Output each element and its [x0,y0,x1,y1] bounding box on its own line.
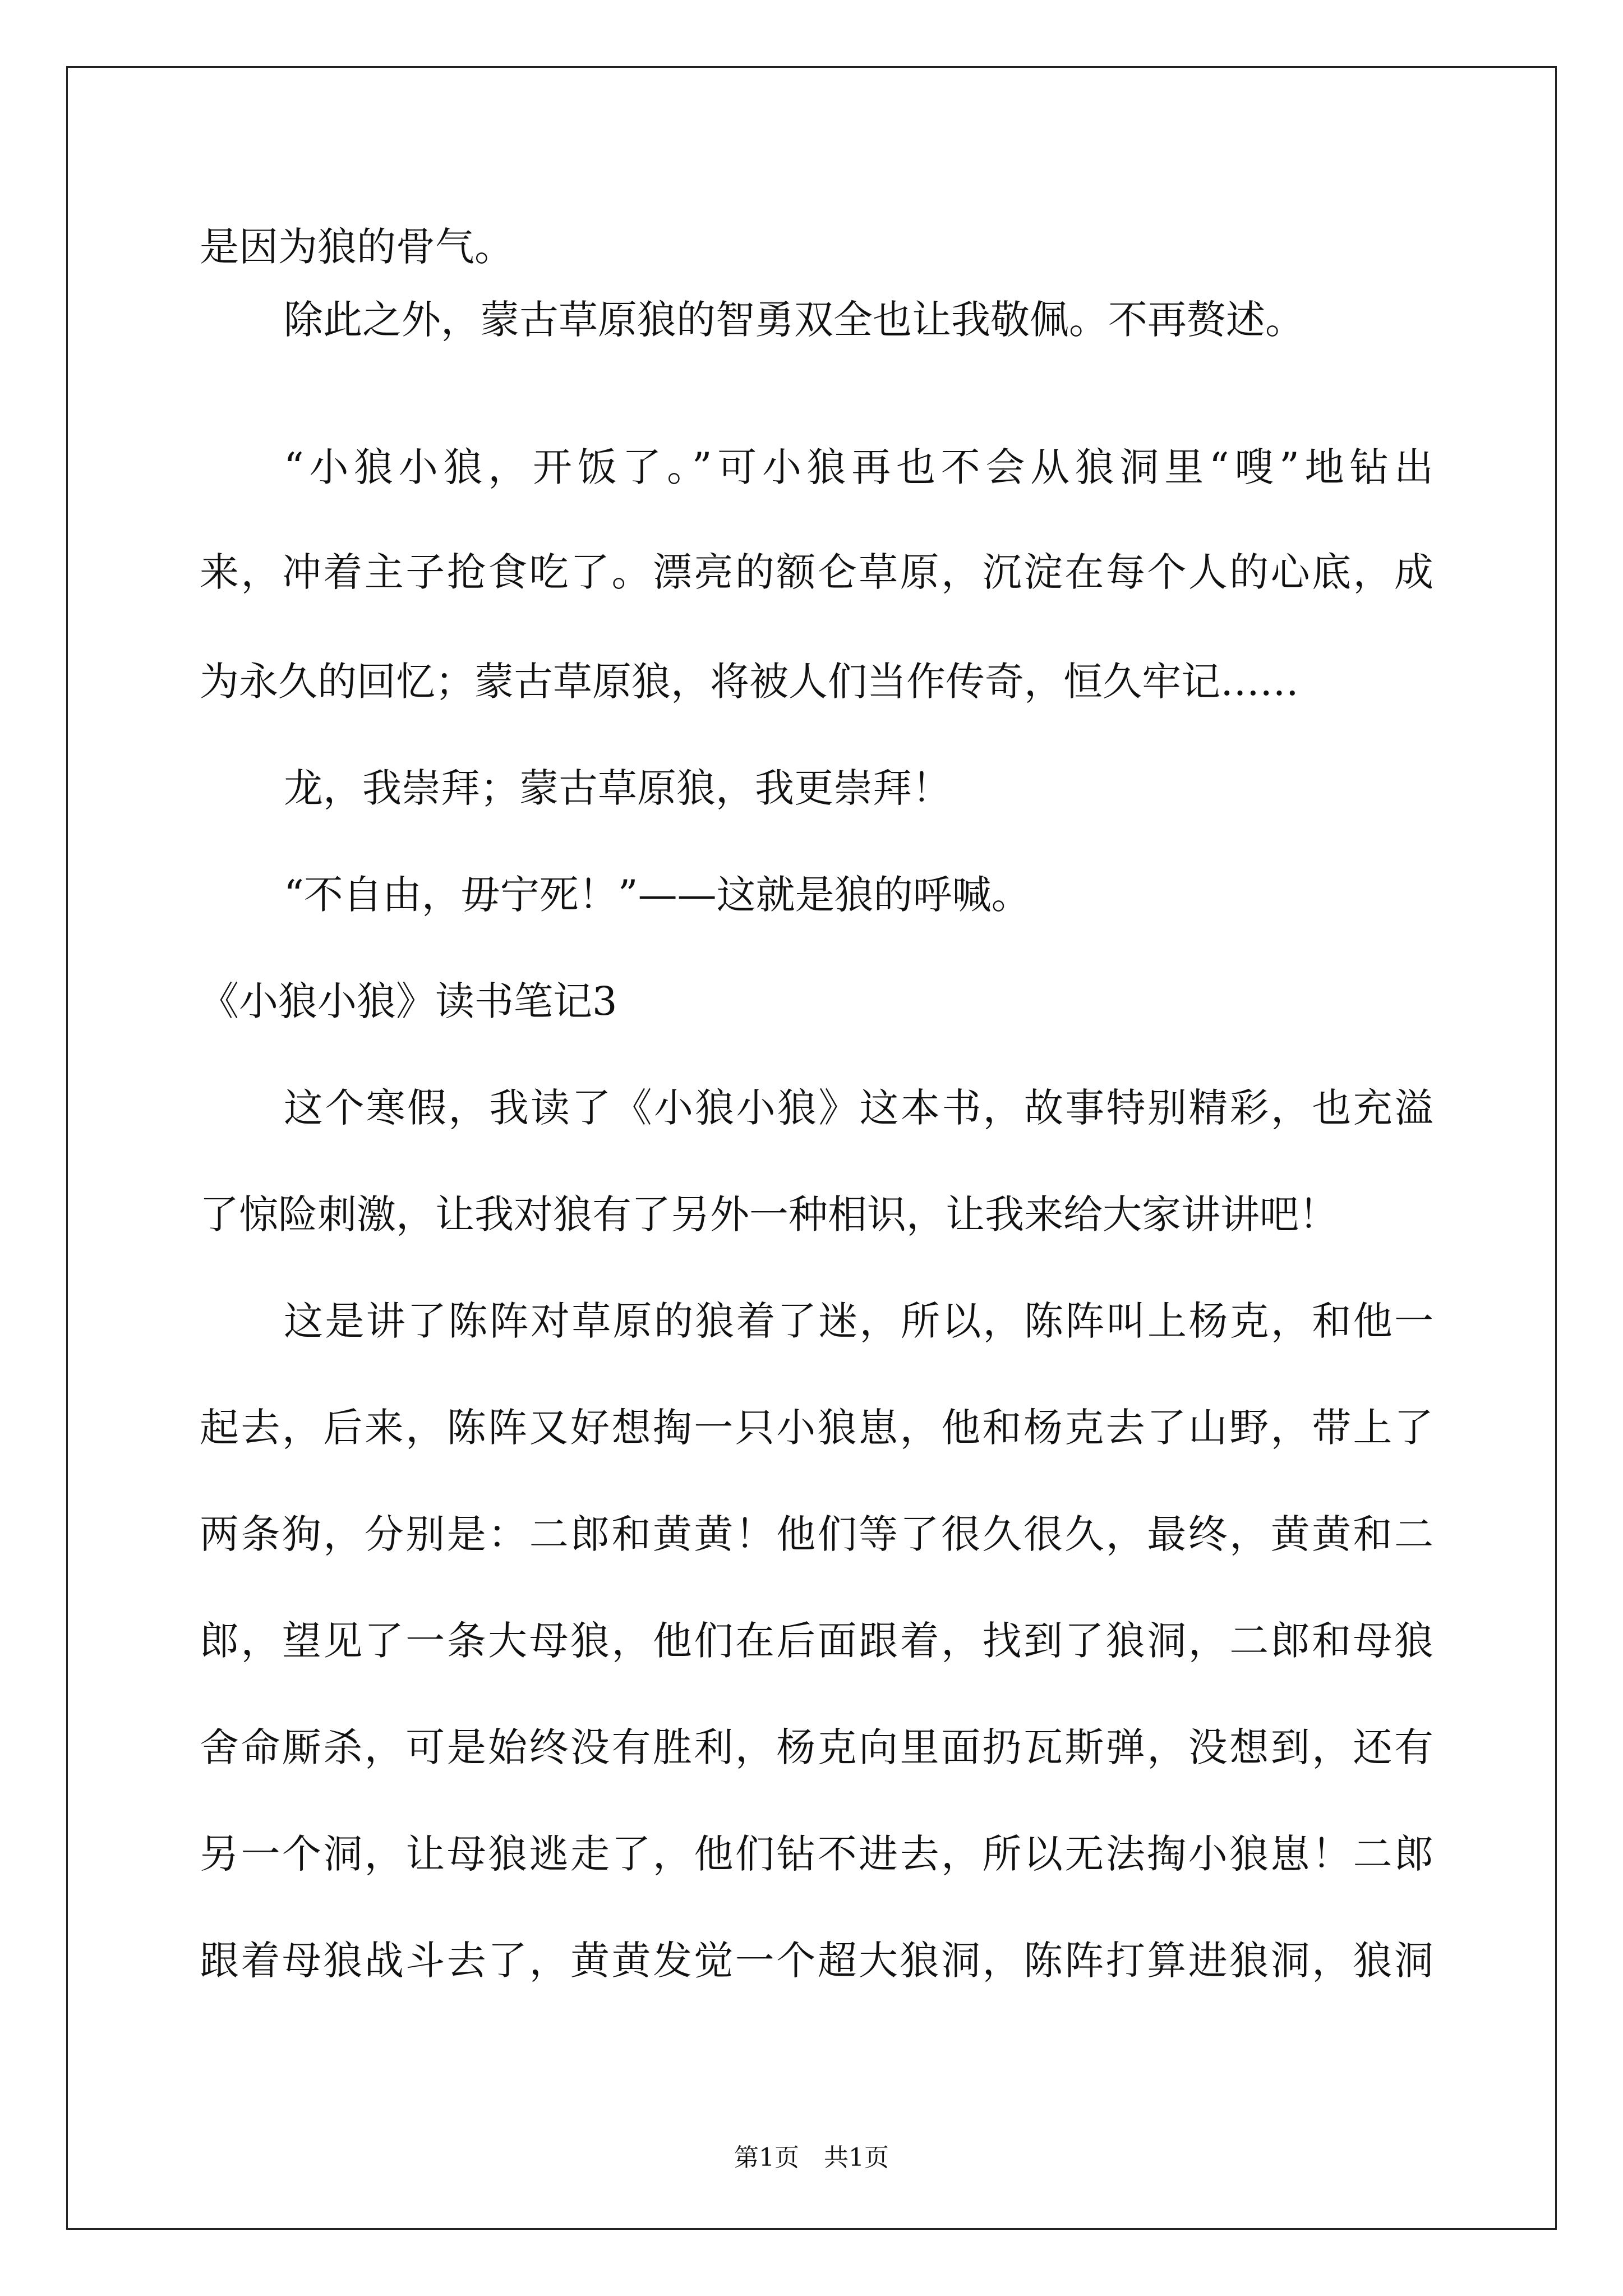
page-number-footer: 第1页 共1页 [734,2143,889,2172]
text-line: 来，冲着主子抢食吃了。漂亮的额仑草原，沉淀在每个人的心底，成 [200,549,1433,595]
text-line: 为永久的回忆；蒙古草原狼，将被人们当作传奇，恒久牢记…… [200,659,1299,705]
text-line: 这是讲了陈阵对草原的狼着了迷，所以，陈阵叫上杨克，和他一 [284,1298,1433,1344]
text-line: 龙，我崇拜；蒙古草原狼，我更崇拜！ [284,765,951,811]
page-border [66,66,1557,2230]
text-line: 了惊险刺激，让我对狼有了另外一种相识，让我来给大家讲讲吧！ [200,1191,1338,1237]
text-line: 两条狗，分别是：二郎和黄黄！他们等了很久很久，最终，黄黄和二 [200,1511,1433,1557]
text-line: 舍命厮杀，可是始终没有胜利，杨克向里面扔瓦斯弹，没想到，还有 [200,1724,1433,1770]
text-line: 除此之外，蒙古草原狼的智勇双全也让我敬佩。不再赘述。 [284,297,1304,343]
text-line: 这个寒假，我读了《小狼小狼》这本书，故事特别精彩，也充溢 [284,1085,1433,1131]
section-heading: 《小狼小狼》读书笔记3 [200,978,617,1024]
text-line: 跟着母狼战斗去了，黄黄发觉一个超大狼洞，陈阵打算进狼洞，狼洞 [200,1938,1433,1984]
text-line: “不自由，毋宁死！”——这就是狼的呼喊。 [284,872,1031,918]
text-line: 另一个洞，让母狼逃走了，他们钻不进去，所以无法掏小狼崽！二郎 [200,1831,1433,1877]
text-line: 是因为狼的骨气。 [200,224,514,270]
text-line: 起去，后来，陈阵又好想掏一只小狼崽，他和杨克去了山野，带上了 [200,1405,1433,1451]
text-line: 郎，望见了一条大母狼，他们在后面跟着，找到了狼洞，二郎和母狼 [200,1618,1433,1664]
text-line: “小狼小狼，开饭了。”可小狼再也不会从狼洞里“嗖”地钻出 [284,444,1433,490]
